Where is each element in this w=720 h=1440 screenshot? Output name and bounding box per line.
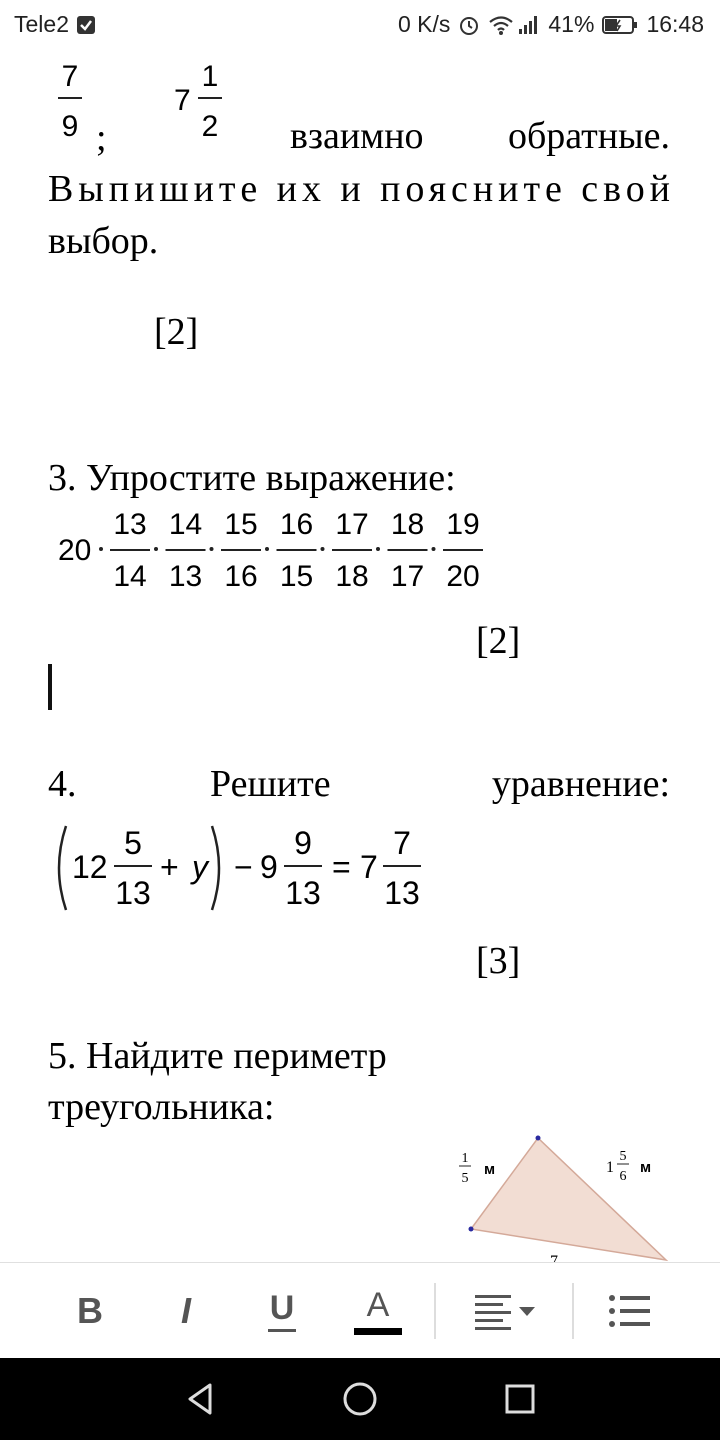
multiply-dot [432, 547, 436, 551]
side-right-whole: 1 [606, 1159, 614, 1176]
underline-bar [268, 1329, 296, 1332]
multiply-dot [99, 547, 103, 551]
q3-fraction-numerator: 13 [113, 508, 147, 541]
multiply-dot [154, 547, 158, 551]
q4-word-equation: уравнение: [491, 763, 670, 805]
bold-button[interactable] [62, 1281, 118, 1341]
notification-check-icon [75, 14, 97, 36]
q4-points: [3] [476, 940, 521, 982]
text-color-swatch [354, 1328, 402, 1335]
side-left-den: 5 [461, 1171, 469, 1186]
triangle-shape [471, 1138, 666, 1260]
text-color-button[interactable] [350, 1281, 406, 1341]
side-left-unit: м [484, 1161, 496, 1178]
text-color-icon: A [366, 1285, 390, 1324]
q4-b-den: 13 [285, 875, 321, 911]
q2-frac1-num: 7 [61, 60, 79, 93]
bullet-list-button[interactable] [602, 1281, 658, 1341]
left-paren [59, 826, 66, 910]
alarm-icon [458, 14, 480, 36]
triangle-vertex [469, 1227, 474, 1232]
underline-button[interactable] [254, 1281, 310, 1341]
home-icon [340, 1379, 380, 1419]
underline-icon: U [269, 1288, 295, 1327]
q4-c-den: 13 [384, 875, 420, 911]
signal-icon [518, 14, 540, 36]
q2-word-mutually: взаимно [290, 115, 424, 157]
q3-fraction-denominator: 17 [390, 560, 425, 593]
bullet-list-icon [608, 1293, 652, 1329]
q3-fraction-denominator: 14 [113, 560, 147, 593]
q5-line2: треугольника: [48, 1086, 275, 1128]
side-right-unit: м [640, 1159, 652, 1176]
recents-icon [500, 1379, 540, 1419]
right-paren [212, 826, 219, 910]
q3-title: 3. Упростите выражение: [48, 457, 456, 499]
q3-fraction-product [99, 508, 483, 593]
toolbar-divider [572, 1283, 574, 1339]
back-button[interactable] [176, 1375, 224, 1423]
align-button[interactable] [470, 1281, 542, 1341]
q4-equals: = [332, 849, 351, 885]
q2-word-inverse: обратные. [507, 115, 670, 157]
toolbar-divider [434, 1283, 436, 1339]
multiply-dot [376, 547, 380, 551]
q4-c-whole: 7 [360, 849, 378, 885]
q4-word-solve: Решите [210, 763, 331, 805]
q3-fraction-numerator: 14 [168, 508, 203, 541]
q3-fraction-numerator: 18 [390, 508, 425, 541]
q3-fraction-numerator: 19 [446, 508, 480, 541]
q4-b-num: 9 [294, 825, 312, 861]
q2-frac1-den: 9 [61, 110, 79, 143]
q5-line1: 5. Найдите периметр [48, 1035, 387, 1077]
battery-percent: 41% [548, 11, 595, 37]
q3-fraction-numerator: 15 [224, 508, 258, 541]
network-speed: 0 K/s [397, 11, 451, 37]
italic-icon: I [180, 1290, 191, 1331]
q2-points: [2] [154, 311, 199, 353]
q2-mixed-den: 2 [201, 110, 219, 143]
q3-points: [2] [476, 620, 521, 662]
bold-icon: B [77, 1290, 103, 1331]
q4-plus: + [160, 849, 179, 885]
q4-a-num: 5 [124, 825, 142, 861]
q3-fraction-denominator: 15 [279, 560, 314, 593]
q2-mixed-num: 1 [201, 60, 219, 93]
navigation-bar [0, 1358, 720, 1440]
q2-line3: выбор. [48, 220, 159, 262]
multiply-dot [265, 547, 269, 551]
q3-fraction-numerator: 17 [335, 508, 369, 541]
q2-mixed-whole: 7 [174, 84, 191, 117]
document-canvas [0, 48, 720, 1260]
q4-minus: − [234, 849, 253, 885]
q3-fraction-denominator: 18 [335, 560, 369, 593]
side-right-num: 5 [619, 1149, 627, 1164]
side-right-den: 6 [619, 1169, 627, 1184]
triangle-vertex [536, 1136, 541, 1141]
q3-fraction-denominator: 20 [446, 560, 480, 593]
q4-number: 4. [48, 763, 77, 805]
multiply-dot [210, 547, 214, 551]
carrier-name: Tele2 [14, 11, 69, 37]
q4-a-whole: 12 [72, 849, 108, 885]
multiply-dot [321, 547, 325, 551]
home-button[interactable] [336, 1375, 384, 1423]
italic-button[interactable] [158, 1281, 214, 1341]
q4-a-den: 13 [115, 875, 151, 911]
q4-c-num: 7 [393, 825, 411, 861]
align-left-icon [471, 1291, 541, 1331]
q3-fraction-denominator: 16 [224, 560, 258, 593]
battery-icon [602, 14, 638, 36]
document-body[interactable] [0, 48, 720, 1260]
q4-variable: y [192, 849, 208, 885]
q2-line2: Выпишите их и поясните свой [48, 168, 670, 210]
clock-time: 16:48 [646, 11, 704, 37]
wifi-icon [488, 14, 510, 36]
back-icon [180, 1379, 220, 1419]
formatting-toolbar [0, 1262, 720, 1359]
q3-fraction-denominator: 13 [168, 560, 203, 593]
q3-fraction-numerator: 16 [279, 508, 314, 541]
q3-coefficient: 20 [58, 534, 92, 567]
status-bar [0, 0, 720, 48]
q2-semicolon: ; [96, 117, 107, 159]
side-left-num: 1 [461, 1151, 469, 1166]
text-cursor [48, 664, 52, 710]
recents-button[interactable] [496, 1375, 544, 1423]
q4-b-whole: 9 [260, 849, 278, 885]
